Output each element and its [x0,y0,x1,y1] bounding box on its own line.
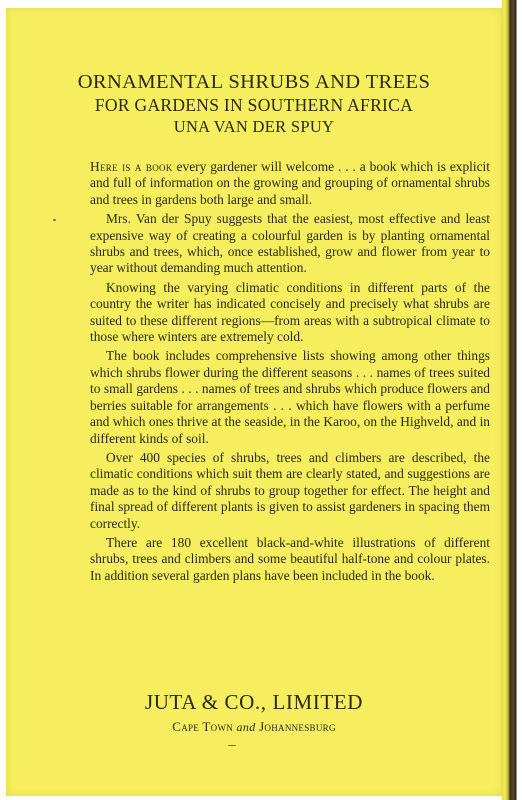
print-speck [228,745,236,746]
print-speck [53,219,56,221]
blurb-paragraph-6: There are 180 excellent black-and-white illustrations of different shrubs, trees and climbers and some beautiful half-tone and colour plates. In addition several garden plans have been included in the book. [90,534,490,583]
blurb-paragraph-3: Knowing the varying climatic conditions in different parts of the country the writer has indicated concisely and precisely what shrubs are suited to these different regions—from areas with a subtropical climate to those where winters are extremely cold. [90,279,490,345]
blurb-paragraph-1 [90,159,490,208]
publisher-city-2: Johannesburg [259,719,336,734]
book-title: ORNAMENTAL SHRUBS AND TREES [77,71,431,93]
author-name: UNA VAN DER SPUY [173,117,335,136]
title-block [6,70,502,138]
publisher-location [6,719,502,735]
blurb-lead-in: Here is a book [90,159,173,174]
publisher-conjunction: and [236,720,256,734]
publisher-city-1: Cape Town [172,719,234,734]
blurb-paragraph-2: Mrs. Van der Spuy suggests that the easiest, most effective and least expensive way of creating a colourful garden is by planting ornamental shrubs and trees, which, once established, grow and flower from year to year without demanding much attention. [90,211,490,276]
publisher-name: JUTA & CO., LIMITED [145,690,363,714]
blurb-paragraph-4: The book includes comprehensive lists showing among other things which shrubs flower during the different seasons . . . names of trees suited to small gardens . . . names of trees and shrubs which produce flowers and berries suitable for arrangements . . . which have flowers with a perfume and which ones thrive at the seaside, in the Karoo, on the Highveld, and in different kinds of soil. [90,348,490,446]
book-back-cover [6,8,502,796]
blurb [90,159,490,587]
blurb-paragraph-1-text: every gardener will welcome . . . a book which is explicit and full of information on the growing and grouping of ornamental shrubs and trees in gardens both large and small. [90,159,490,207]
blurb-paragraph-5: Over 400 species of shrubs, trees and climbers are described, the climatic conditions which suit them are clearly stated, and suggestions are made as to the kind of shrubs to group together for effect. The height and final spread of different plants is given to assist gardeners in spacing them correctly. [90,449,490,531]
book-spine-edge [502,0,522,800]
book-subtitle: FOR GARDENS IN SOUTHERN AFRICA [94,95,414,115]
